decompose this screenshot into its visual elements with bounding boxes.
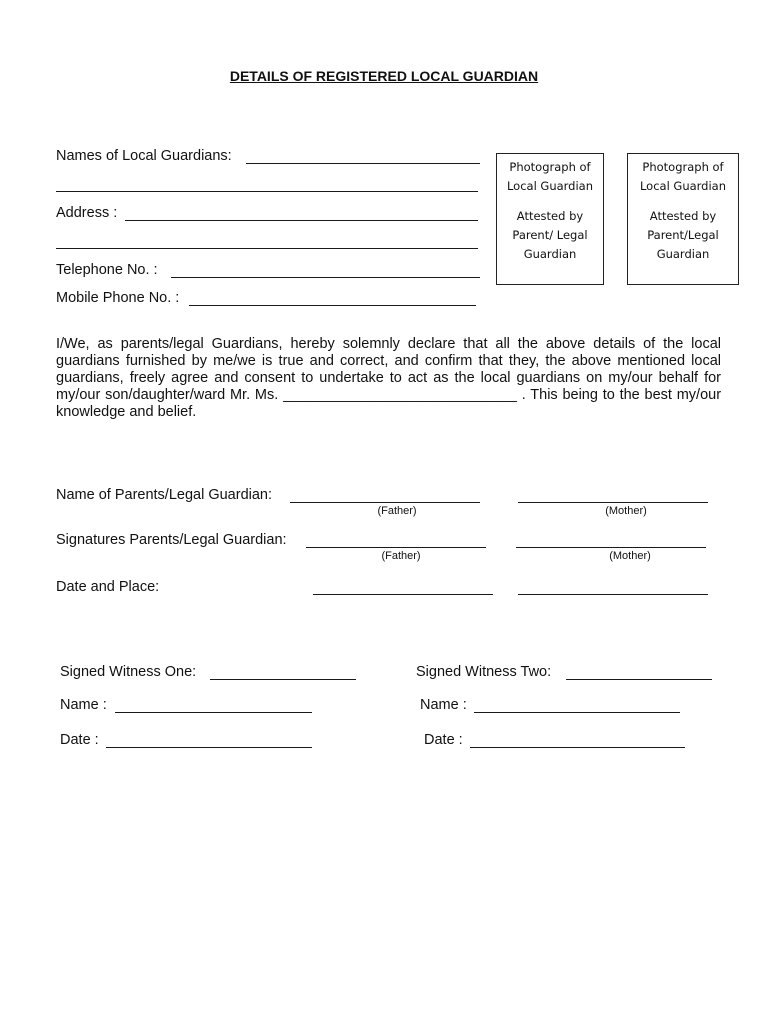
mobile-field[interactable] [189, 305, 476, 306]
photo-box-1-line2: Local Guardian [506, 179, 594, 193]
father-caption-1: (Father) [377, 505, 417, 517]
mother-signature-field[interactable] [516, 547, 706, 548]
witness-two-date-label: Date : [424, 732, 463, 748]
date-place-label: Date and Place: [56, 579, 160, 595]
telephone-field[interactable] [171, 277, 480, 278]
photo-box-1-line1: Photograph of [509, 160, 591, 174]
page-title: DETAILS OF REGISTERED LOCAL GUARDIAN [229, 68, 539, 84]
photo-box-1-line5: Guardian [523, 247, 577, 261]
witness-one-date-field[interactable] [106, 747, 312, 748]
photo-box-2-line5: Guardian [656, 247, 710, 261]
witness-one-date-label: Date : [60, 732, 99, 748]
witness-one-signature-field[interactable] [210, 679, 356, 680]
witness-two-label: Signed Witness Two: [416, 664, 552, 680]
parents-name-label: Name of Parents/Legal Guardian: [56, 487, 273, 503]
declaration-text-1: I/We, as parents/legal Guardians, hereby solemnly declare that all the above details of the local guardians furnished by me/we is true and correct, and confirm that they, the above mentioned local guardians, freely agree and consent to undertake to act as the local guardians on my/our behalf for my/our son/daughter/ward Mr. Ms. [56, 336, 721, 403]
father-date-place-field[interactable] [313, 594, 493, 595]
witness-one-name-field[interactable] [115, 712, 312, 713]
father-caption-2: (Father) [381, 550, 421, 562]
photo-box-1-line3: Attested by [516, 209, 584, 223]
witness-two-name-field[interactable] [474, 712, 680, 713]
declaration-paragraph [56, 336, 721, 421]
mother-caption-2: (Mother) [609, 550, 651, 562]
father-signature-field[interactable] [306, 547, 486, 548]
photo-box-2[interactable] [627, 153, 739, 285]
names-label: Names of Local Guardians: [56, 148, 232, 164]
parents-signature-label: Signatures Parents/Legal Guardian: [56, 532, 287, 548]
witness-two-signature-field[interactable] [566, 679, 712, 680]
mother-caption-1: (Mother) [605, 505, 647, 517]
declaration-text-2: . This being to the best my/our knowledge and belief. [56, 387, 722, 420]
witness-one-name-label: Name : [60, 697, 107, 713]
mobile-label: Mobile Phone No. : [56, 290, 180, 306]
telephone-label: Telephone No. : [56, 262, 158, 278]
photo-box-2-line1: Photograph of [642, 160, 724, 174]
mother-name-field[interactable] [518, 502, 708, 503]
witness-two-name-label: Name : [420, 697, 467, 713]
photo-box-1-line4: Parent/ Legal [512, 228, 588, 242]
address-field-continued[interactable] [56, 248, 478, 249]
father-name-field[interactable] [290, 502, 480, 503]
photo-box-2-line2: Local Guardian [639, 179, 727, 193]
ward-name-blank[interactable]: _____________________________ [283, 387, 517, 403]
photo-box-2-line3: Attested by [649, 209, 717, 223]
witness-one-label: Signed Witness One: [60, 664, 197, 680]
names-field[interactable] [246, 163, 480, 164]
mother-date-place-field[interactable] [518, 594, 708, 595]
witness-two-date-field[interactable] [470, 747, 685, 748]
address-label: Address : [56, 205, 118, 221]
address-field[interactable] [125, 220, 478, 221]
photo-box-2-line4: Parent/Legal [647, 228, 719, 242]
names-field-continued[interactable] [56, 191, 478, 192]
photo-box-1[interactable] [496, 153, 604, 285]
